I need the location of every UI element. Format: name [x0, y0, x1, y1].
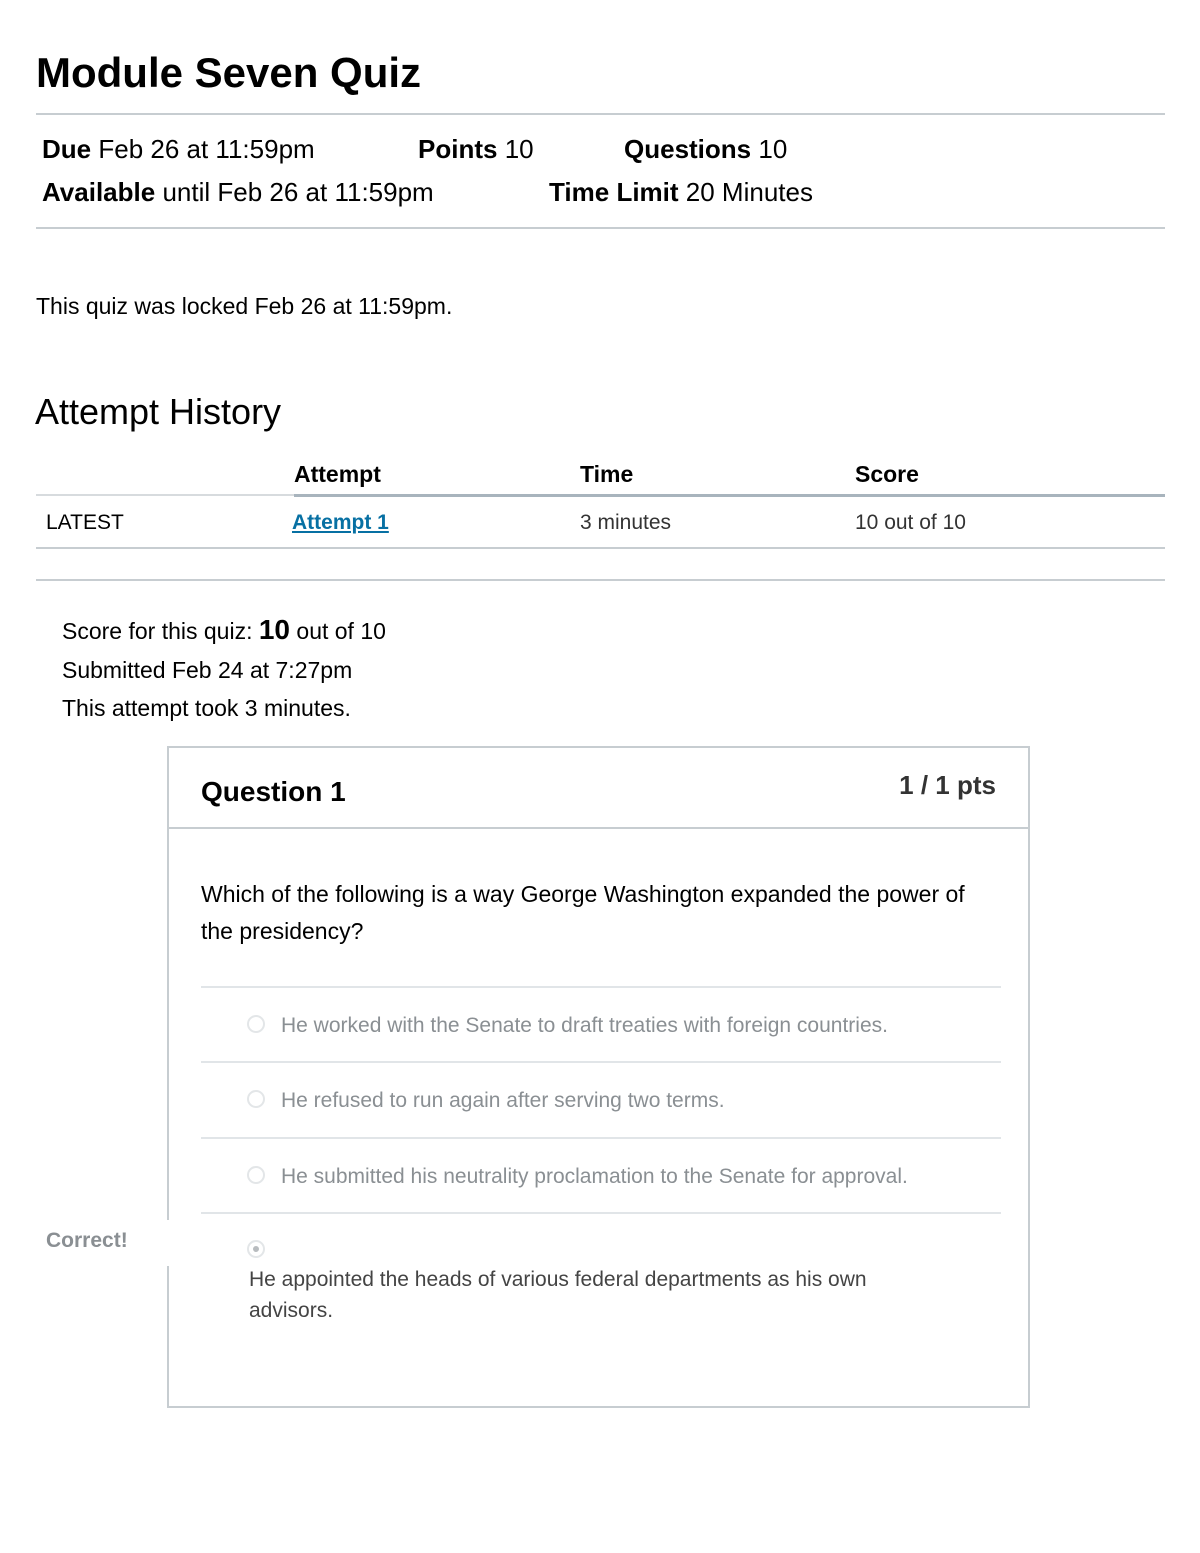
answer-radio[interactable] [247, 1166, 265, 1184]
answer-divider [201, 1212, 1001, 1214]
question-card [167, 746, 1030, 1408]
column-header-attempt: Attempt [294, 461, 381, 487]
answer-option-correct[interactable]: He appointed the heads of various federal departments as his own advisors. [249, 1268, 867, 1322]
score-value: 10 [258, 614, 291, 645]
due-label: Due [42, 134, 92, 164]
time-limit-info [549, 175, 813, 209]
locked-message: This quiz was locked Feb 26 at 11:59pm. [36, 293, 453, 319]
question-points: 1 / 1 pts [899, 770, 996, 800]
correct-label: Correct! [46, 1229, 128, 1252]
points-label: Points [418, 134, 498, 164]
attempt-history-title: Attempt History [35, 391, 282, 432]
question-title: Question 1 [201, 776, 346, 807]
column-header-score: Score [855, 461, 919, 487]
answer-divider [201, 1137, 1001, 1139]
available-value: until Feb 26 at 11:59pm [162, 177, 434, 207]
question-header [169, 748, 1028, 829]
answer-radio[interactable] [247, 1090, 265, 1108]
answer-divider [201, 1061, 1001, 1063]
due-info [42, 132, 315, 166]
answer-radio-selected[interactable] [247, 1240, 265, 1258]
divider [36, 113, 1165, 115]
points-info [418, 132, 534, 166]
answer-option[interactable]: He refused to run again after serving two terms. [281, 1089, 725, 1112]
quiz-score [62, 614, 386, 647]
questions-value: 10 [758, 134, 788, 164]
questions-label: Questions [624, 134, 752, 164]
available-label: Available [42, 177, 156, 207]
question-text: Which of the following is a way George Washington expanded the power of the presidency? [201, 881, 965, 944]
questions-info [624, 132, 787, 166]
attempt-duration: This attempt took 3 minutes. [62, 695, 351, 721]
attempt-status-badge: LATEST [46, 511, 124, 534]
column-header-time: Time [580, 461, 634, 487]
available-info [42, 175, 434, 209]
page-title: Module Seven Quiz [36, 49, 422, 96]
time-limit-label: Time Limit [549, 177, 679, 207]
time-limit-value: 20 Minutes [685, 177, 813, 207]
score-suffix: out of 10 [296, 618, 386, 644]
answer-radio[interactable] [247, 1015, 265, 1033]
points-value: 10 [504, 134, 534, 164]
answer-option[interactable]: He submitted his neutrality proclamation to the Senate for approval. [281, 1165, 908, 1188]
submitted-time: Submitted Feb 24 at 7:27pm [62, 657, 353, 683]
due-value: Feb 26 at 11:59pm [98, 134, 315, 164]
divider [36, 579, 1165, 581]
answer-divider [201, 986, 1001, 988]
attempt-1-link[interactable]: Attempt 1 [292, 511, 389, 534]
divider [36, 227, 1165, 229]
answer-option[interactable]: He worked with the Senate to draft treaties with foreign countries. [281, 1014, 888, 1037]
attempt-time: 3 minutes [580, 511, 672, 534]
table-header-divider [36, 494, 294, 496]
table-row-divider [36, 547, 1165, 549]
score-label: Score for this quiz: [62, 618, 253, 644]
table-header-divider [294, 494, 1165, 497]
attempt-score: 10 out of 10 [855, 511, 966, 534]
correct-indicator-gap [164, 1220, 172, 1266]
